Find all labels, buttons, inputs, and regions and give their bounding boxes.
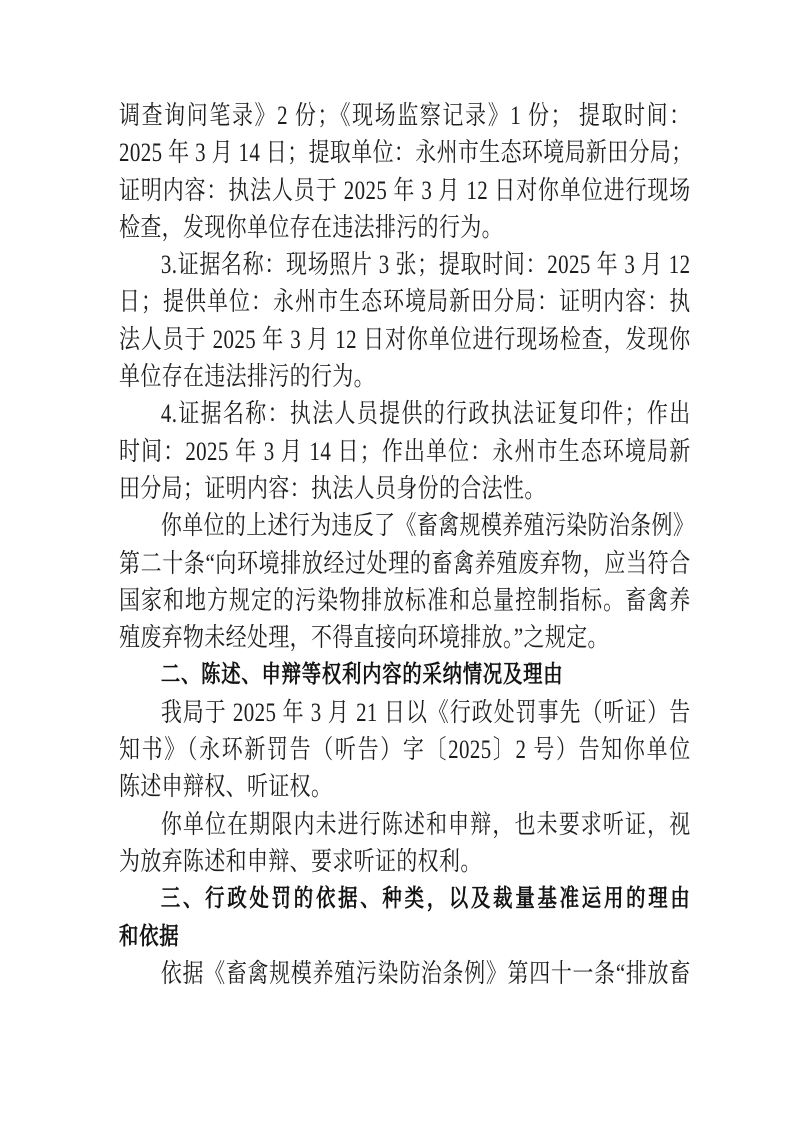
doc-line: 时间：2025 年 3 月 14 日；作出单位：永州市生态环境局新: [119, 436, 691, 466]
section-heading-statements-and-defense: [119, 656, 691, 693]
doc-line: 检查，发现你单位存在违法排污的行为。: [119, 212, 503, 242]
doc-line: 你单位在期限内未进行陈述和申辩，也未要求听证，视: [160, 809, 691, 839]
doc-line: 为放弃陈述和申辩、要求听证的权利。: [119, 846, 482, 876]
doc-line: 第二十条“向环境排放经过处理的畜禽养殖废弃物，应当符合: [119, 548, 691, 578]
doc-line: 我局于 2025 年 3 月 21 日以《行政处罚事先（听证）告: [160, 697, 691, 727]
paragraph-evidence-item-3: [119, 246, 691, 395]
doc-line: 法人员于 2025 年 3 月 12 日对你单位进行现场检查，发现你: [119, 324, 691, 354]
doc-line: 陈述申辩权、听证权。: [119, 772, 333, 802]
doc-line: 田分局；证明内容：执法人员身份的合法性。: [119, 473, 546, 503]
doc-line: 证明内容：执法人员于 2025 年 3 月 12 日对你单位进行现场: [119, 175, 691, 205]
doc-line: 国家和地方规定的污染物排放标准和总量控制指标。畜禽养: [119, 585, 691, 615]
paragraph-violation-statement: [119, 507, 695, 656]
doc-line: 4.证据名称：执法人员提供的行政执法证复印件；作出: [160, 399, 691, 429]
doc-line: 3.证据名称：现场照片 3 张；提取时间：2025 年 3 月 12: [160, 250, 691, 280]
doc-line: 知书》（永环新罚告（听告）字〔2025〕2 号）告知你单位: [119, 735, 691, 765]
doc-line: 日；提供单位：永州市生态环境局新田分局：证明内容：执: [119, 287, 691, 317]
section-heading-penalty-basis: [119, 880, 691, 955]
doc-line: 依据《畜禽规模养殖污染防治条例》第四十一条“排放畜: [160, 958, 691, 988]
doc-line: 你单位的上述行为违反了《畜禽规模养殖污染防治条例》: [160, 511, 695, 541]
paragraph-evidence-item-2-continuation: [119, 97, 691, 246]
document-text-block: [119, 97, 695, 992]
section-3-heading-line-1: 三、行政处罚的依据、种类，以及裁量基准运用的理由: [160, 885, 691, 913]
paragraph-penalty-basis: [119, 955, 691, 992]
section-2-heading: 二、陈述、申辩等权利内容的采纳情况及理由: [160, 661, 564, 689]
doc-line: 单位存在违法排污的行为。: [119, 362, 376, 392]
section-3-heading-line-2: 和依据: [119, 922, 180, 950]
paragraph-evidence-item-4: [119, 395, 691, 507]
doc-line: 调查询问笔录》2 份；《现场监察记录》1 份； 提取时间：: [119, 101, 691, 130]
doc-line: 殖废弃物未经处理，不得直接向环境排放。”之规定。: [119, 623, 609, 653]
paragraph-prior-notification: [119, 694, 691, 806]
doc-line: 2025 年 3 月 14 日；提取单位：永州市生态环境局新田分局；: [119, 138, 693, 168]
paragraph-rights-waiver: [119, 806, 691, 881]
